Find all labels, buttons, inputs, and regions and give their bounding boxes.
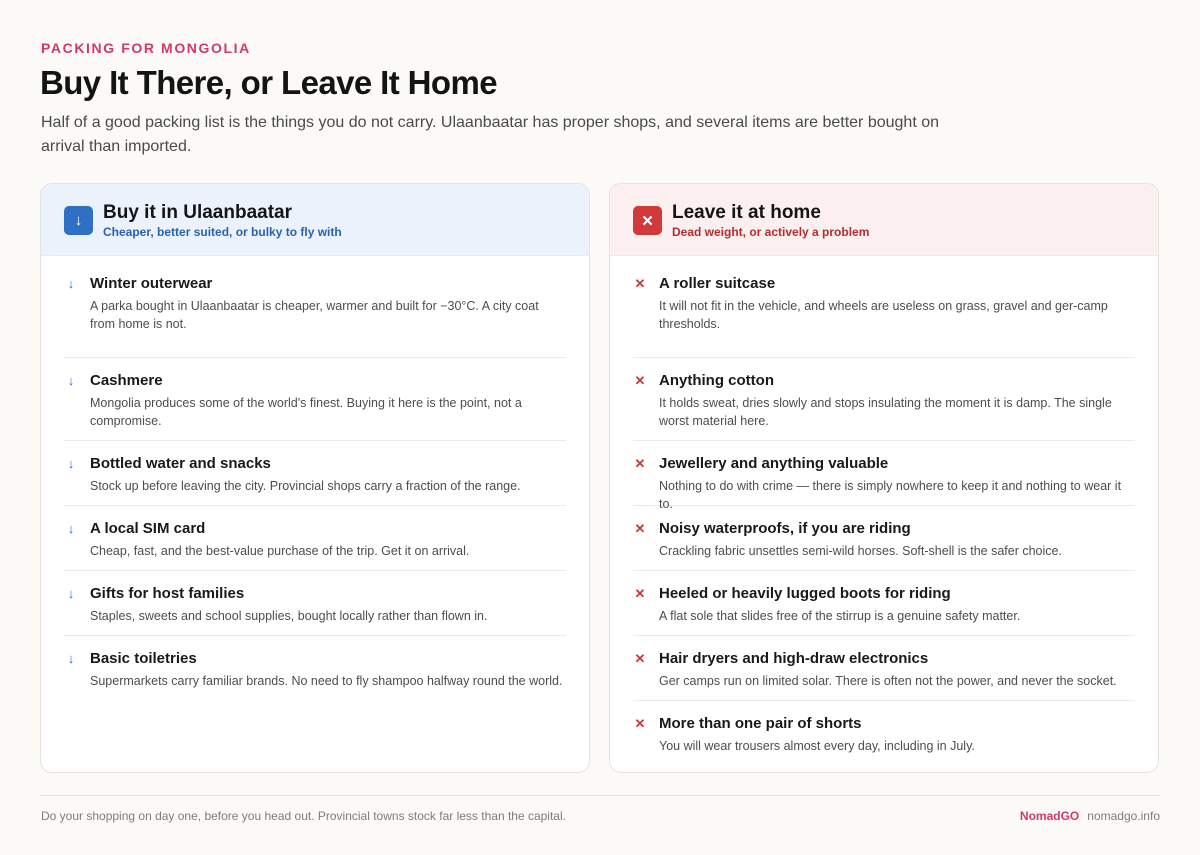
page-title: Buy It There, or Leave It Home (40, 64, 497, 101)
list-item (64, 358, 566, 441)
intro-text: Half of a good packing list is the things you do not carry. Ulaanbaatar has proper shops, and several items are better bought on arrival than imported. (41, 114, 940, 155)
item-title: Gifts for host families (90, 585, 245, 602)
list-item (64, 636, 566, 701)
down-arrow-icon: ↓ (64, 206, 93, 235)
eyebrow-label: PACKING FOR MONGOLIA (41, 40, 251, 56)
item-title: More than one pair of shorts (659, 715, 862, 732)
buy-card-subtitle: Cheaper, better suited, or bulky to fly with (103, 225, 342, 239)
item-title: A roller suitcase (659, 275, 776, 292)
item-title: Heeled or heavily lugged boots for riding (659, 585, 951, 602)
cross-icon: ✕ (634, 373, 646, 388)
footer-divider (40, 795, 1160, 796)
item-title: Noisy waterproofs, if you are riding (659, 520, 911, 537)
leave-card (609, 183, 1159, 773)
item-description: Cheap, fast, and the best-value purchase of the trip. Get it on arrival. (90, 544, 470, 558)
buy-card-header (41, 184, 589, 256)
leave-list (633, 275, 1135, 766)
item-description: Nothing to do with crime — there is simply nowhere to keep it and nothing to wear it to. (659, 479, 1122, 511)
item-description: Staples, sweets and school supplies, bought locally rather than flown in. (90, 609, 488, 623)
item-title: Basic toiletries (90, 650, 197, 667)
list-item (64, 571, 566, 636)
list-item (64, 275, 566, 358)
buy-card-title: Buy it in Ulaanbaatar (103, 202, 292, 223)
cross-icon: ✕ (634, 586, 646, 601)
cross-icon: ✕ (634, 276, 646, 291)
down-arrow-icon: ↓ (67, 373, 75, 388)
down-arrow-icon: ↓ (67, 521, 75, 536)
item-description: Supermarkets carry familiar brands. No need to fly shampoo halfway round the world. (90, 674, 563, 688)
leave-card-subtitle: Dead weight, or actively a problem (672, 225, 870, 239)
cross-icon: ✕ (633, 206, 662, 235)
buy-list (64, 275, 566, 701)
item-title: Winter outerwear (90, 275, 213, 292)
item-title: Cashmere (90, 372, 163, 389)
buy-card (40, 183, 590, 773)
list-item (633, 701, 1135, 766)
item-title: Jewellery and anything valuable (659, 455, 889, 472)
down-arrow-icon: ↓ (67, 651, 75, 666)
item-description: A parka bought in Ulaanbaatar is cheaper, warmer and built for −30°C. A city coat from home is not. (90, 299, 539, 331)
brand-name: NomadGO (1019, 809, 1080, 823)
item-description: Stock up before leaving the city. Provincial shops carry a fraction of the range. (90, 479, 521, 493)
list-item (633, 636, 1135, 701)
list-item (633, 506, 1135, 571)
down-arrow-icon: ↓ (67, 276, 75, 291)
item-title: A local SIM card (90, 520, 206, 537)
down-arrow-icon: ↓ (67, 586, 75, 601)
item-title: Hair dryers and high-draw electronics (659, 650, 929, 667)
leave-card-title: Leave it at home (672, 202, 821, 223)
item-description: Ger camps run on limited solar. There is often not the power, and never the socket. (659, 674, 1117, 688)
cross-icon: ✕ (634, 456, 646, 471)
cross-icon: ✕ (634, 521, 646, 536)
item-description: It holds sweat, dries slowly and stops insulating the moment it is damp. The single worst material here. (659, 396, 1112, 428)
brand-url: nomadgo.info (1087, 809, 1160, 823)
footer-note: Do your shopping on day one, before you head out. Provincial towns stock far less than the capital. (41, 809, 566, 823)
list-item (64, 441, 566, 506)
cross-icon: ✕ (634, 651, 646, 666)
list-item (633, 358, 1135, 441)
item-description: It will not fit in the vehicle, and wheels are useless on grass, gravel and ger-camp thresholds. (659, 299, 1108, 331)
footer-brand (1020, 809, 1160, 823)
down-arrow-icon: ↓ (67, 456, 75, 471)
leave-card-header (610, 184, 1158, 256)
item-description: A flat sole that slides free of the stirrup is a genuine safety matter. (659, 609, 1021, 623)
item-description: Mongolia produces some of the world's finest. Buying it here is the point, not a compromise. (90, 396, 522, 428)
list-item (633, 441, 1135, 511)
item-description: You will wear trousers almost every day, including in July. (659, 739, 975, 753)
list-item (633, 571, 1135, 636)
item-title: Anything cotton (659, 372, 774, 389)
item-title: Bottled water and snacks (90, 455, 271, 472)
list-item (633, 275, 1135, 358)
item-description: Crackling fabric unsettles semi-wild horses. Soft-shell is the safer choice. (659, 544, 1062, 558)
list-item (64, 506, 566, 571)
cross-icon: ✕ (634, 716, 646, 731)
